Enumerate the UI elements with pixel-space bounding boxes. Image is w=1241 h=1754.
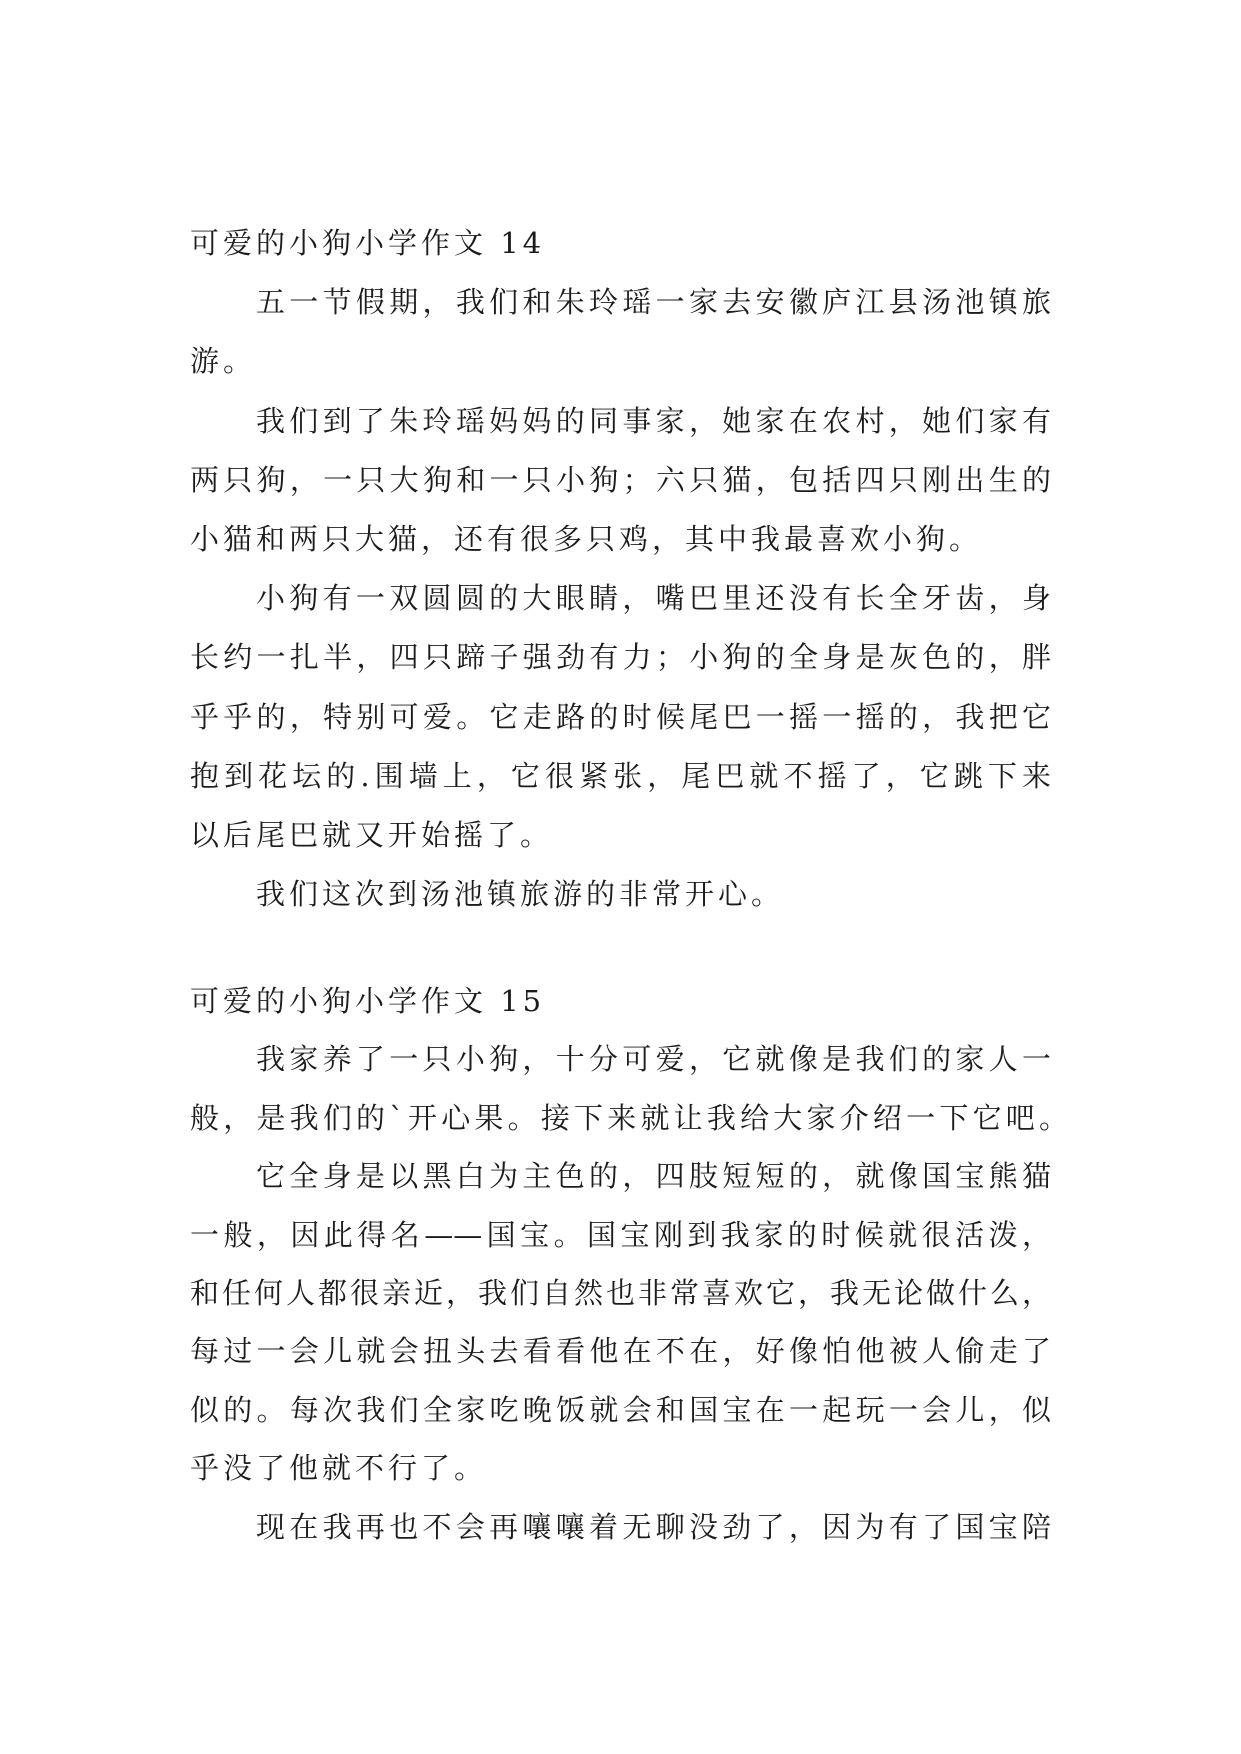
paragraph-line: 现在我再也不会再嚷嚷着无聊没劲了，因为有了国宝陪 (256, 1509, 1051, 1544)
paragraph-line: 长约一扎半，四只蹄子强劲有力；小狗的全身是灰色的，胖 (190, 640, 1051, 675)
paragraph-line: 我家养了一只小狗，十分可爱，它就像是我们的家人一 (256, 1042, 1051, 1077)
paragraph-line: 游。 (190, 344, 257, 379)
paragraph (190, 569, 1051, 865)
paragraph-line: 和任何人都很亲近，我们自然也非常喜欢它，我无论做什么， (190, 1275, 1051, 1310)
paragraph-line: 每过一会儿就会扭头去看看他在不在，好像怕他被人偷走了 (190, 1334, 1051, 1369)
paragraph-line: 我们到了朱玲瑶妈妈的同事家，她家在农村，她们家有 (256, 403, 1051, 438)
paragraph-line: 我们这次到汤池镇旅游的非常开心。 (256, 877, 785, 912)
essay-title: 可爱的小狗小学作文 15 (190, 984, 546, 1018)
paragraph-line: 它全身是以黑白为主色的，四肢短短的，就像国宝熊猫 (256, 1159, 1051, 1194)
paragraph (190, 392, 1051, 570)
paragraph-line: 两只狗，一只大狗和一只小狗；六只猫，包括四只刚出生的 (190, 462, 1051, 497)
paragraph-line: 般，是我们的`开心果。接下来就让我给大家介绍一下它吧。 (190, 1100, 1068, 1135)
paragraph-line: 一般，因此得名——国宝。国宝刚到我家的时候就很活泼， (190, 1217, 1051, 1252)
paragraph-line: 小狗有一双圆圆的大眼睛，嘴巴里还没有长全牙齿，身 (256, 581, 1051, 616)
paragraph-line: 抱到花坛的.围墙上，它很紧张，尾巴就不摇了，它跳下来 (190, 758, 1051, 793)
essay-14 (190, 214, 1051, 924)
essay-15 (190, 972, 1068, 1556)
paragraph-line: 乎没了他就不行了。 (190, 1451, 488, 1486)
paragraph (190, 1030, 1068, 1147)
paragraph-line: 乎乎的，特别可爱。它走路的时候尾巴一摇一摇的，我把它 (190, 699, 1051, 734)
paragraph (190, 1498, 1051, 1556)
paragraph (190, 273, 1051, 391)
paragraph (190, 1147, 1051, 1497)
paragraph-line: 似的。每次我们全家吃晚饭就会和国宝在一起玩一会儿，似 (190, 1392, 1051, 1427)
essay-title: 可爱的小狗小学作文 14 (190, 226, 546, 260)
paragraph-line: 五一节假期，我们和朱玲瑶一家去安徽庐江县汤池镇旅 (256, 285, 1051, 320)
paragraph-line: 以后尾巴就又开始摇了。 (190, 817, 554, 852)
paragraph-line: 小猫和两只大猫，还有很多只鸡，其中我最喜欢小狗。 (190, 521, 983, 556)
paragraph (190, 865, 1051, 924)
